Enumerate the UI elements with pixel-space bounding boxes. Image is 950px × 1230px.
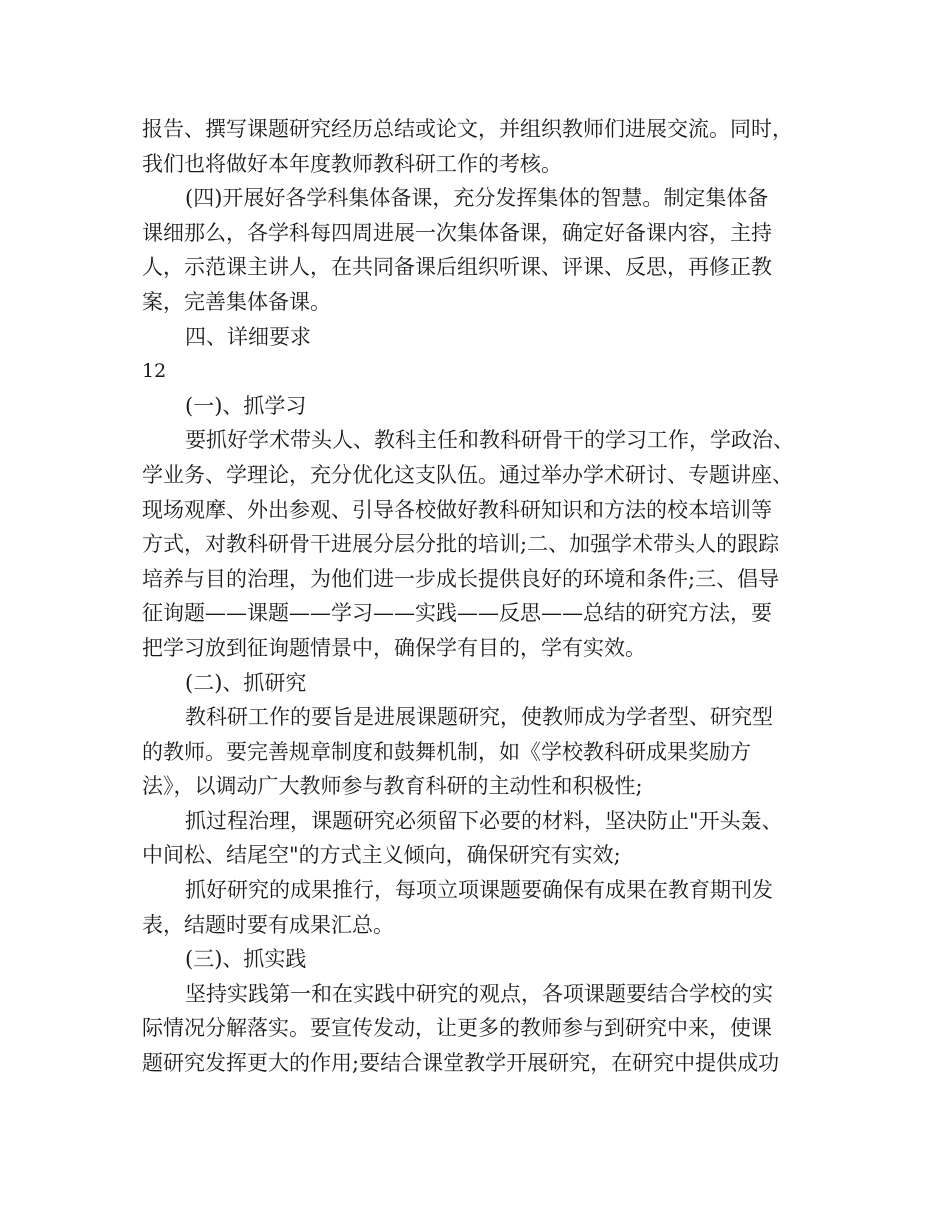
text-line: 表，结题时要有成果汇总。: [142, 912, 394, 937]
text-line: 坚持实践第一和在实践中研究的观点，各项课题要结合学校的实: [185, 981, 773, 1006]
text-line: 教科研工作的要旨是进展课题研究，使教师成为学者型、研究型: [185, 705, 773, 730]
text-line: 学业务、学理论，充分优化这支队伍。通过举办学术研讨、专题讲座、: [142, 462, 793, 487]
text-line: (二)、抓研究: [185, 670, 307, 695]
text-line: (四)开展好各学科集体备课，充分发挥集体的智慧。制定集体备: [185, 186, 769, 211]
text-line: 题研究发挥更大的作用;要结合课堂教学开展研究，在研究中提供成功: [142, 1051, 780, 1076]
text-line: 要抓好学术带头人、教科主任和教科研骨干的学习工作，学政治、: [185, 428, 794, 453]
document-body: [142, 112, 812, 1081]
text-line: 中间松、结尾空"的方式主义倾向，确保研究有实效;: [142, 843, 621, 868]
text-line: 抓好研究的成果推行，每项立项课题要确保有成果在教育期刊发: [185, 878, 773, 903]
text-line: 方式，对教科研骨干进展分层分批的培训;二、加强学术带头人的跟踪: [142, 532, 780, 557]
text-line: 现场观摩、外出参观、引导各校做好教科研知识和方法的校本培训等: [142, 497, 772, 522]
text-line: 征询题——课题——学习——实践——反思——总结的研究方法，要: [142, 601, 772, 626]
text-line: 抓过程治理，课题研究必须留下必要的材料，坚决防止"开头轰、: [185, 808, 783, 833]
text-line: 的教师。要完善规章制度和鼓舞机制，如《学校教科研成果奖励方: [142, 739, 751, 764]
text-line: 课细那么，各学科每四周进展一次集体备课，确定好备课内容，主持: [142, 220, 772, 245]
text-line: 案，完善集体备课。: [142, 289, 331, 314]
text-line: 际情况分解落实。要宣传发动，让更多的教师参与到研究中来，使课: [142, 1016, 772, 1041]
text-line: 把学习放到征询题情景中，确保学有目的，学有实效。: [142, 635, 646, 660]
text-line: 法》，以调动广大教师参与教育科研的主动性和积极性;: [142, 774, 643, 799]
text-line: (三)、抓实践: [185, 947, 307, 972]
text-line: 四、详细要求: [185, 324, 311, 349]
text-line: 人，示范课主讲人，在共同备课后组织听课、评课、反思，再修正教: [142, 255, 772, 280]
text-line: 培养与目的治理，为他们进一步成长提供良好的环境和条件;三、倡导: [142, 566, 780, 591]
text-line: 报告、撰写课题研究经历总结或论文，并组织教师们进展交流。同时，: [142, 117, 793, 141]
text-line: (一)、抓学习: [185, 393, 307, 418]
page-number: 12: [142, 360, 167, 383]
text-line: 我们也将做好本年度教师教科研工作的考核。: [142, 151, 562, 176]
